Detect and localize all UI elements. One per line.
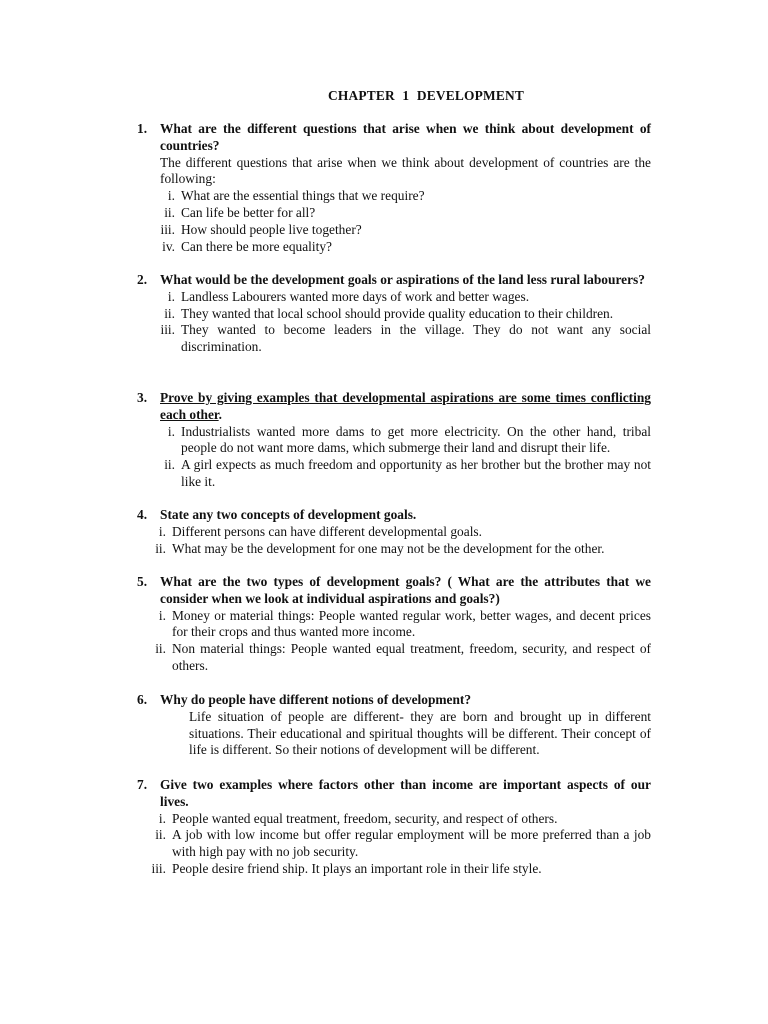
question-heading bbox=[137, 272, 651, 289]
list-item: iii. They wanted to become leaders in the village. They do not want any social discrimination. bbox=[160, 322, 651, 355]
question-number: 6. bbox=[137, 692, 148, 707]
question-number: 4. bbox=[137, 507, 148, 522]
question-5 bbox=[137, 574, 651, 675]
list-item: ii. Can life be better for all? bbox=[164, 204, 316, 220]
question-6 bbox=[137, 692, 651, 759]
list-item: iii. People desire friend ship. It plays an important role in their life style. bbox=[151, 860, 542, 876]
list-item: ii. Non material things: People wanted equal treatment, freedom, security, and respect of others. bbox=[155, 641, 651, 673]
list-item: ii. They wanted that local school should provide quality education to their children. bbox=[164, 305, 614, 321]
question-text: What are the different questions that arise when we think about development of countries? bbox=[160, 121, 651, 153]
question-text: Why do people have different notions of development? bbox=[160, 692, 472, 707]
question-heading: 3. Prove by giving examples that developmental aspirations are some times conflicting each other. bbox=[137, 390, 651, 422]
question-heading bbox=[137, 507, 651, 524]
question-1 bbox=[137, 121, 651, 255]
answer-intro: The different questions that arise when we think about development of countries are the following: bbox=[160, 154, 651, 187]
question-number: 1. bbox=[137, 121, 148, 136]
answer-list bbox=[137, 811, 651, 878]
list-item: ii. A job with low income but offer regular employment will be more preferred than a job with high pay with no job security. bbox=[155, 827, 651, 860]
question-7 bbox=[137, 777, 651, 878]
question-text: What would be the development goals or aspirations of the land less rural labourers? bbox=[160, 272, 645, 287]
answer-list bbox=[137, 424, 651, 491]
question-number: 7. bbox=[137, 777, 148, 792]
question-text: Prove by giving examples that developmental aspirations are some times conflicting each other bbox=[160, 390, 651, 422]
question-heading bbox=[137, 121, 651, 155]
answer-list bbox=[137, 524, 651, 558]
question-text: Give two examples where factors other than income are important aspects of our lives. bbox=[160, 777, 651, 809]
answer-paragraph: Life situation of people are different- they are born and brought up in different situations. Their educational and spiritual thoughts will be different. Their concept of life is different. So their notions of development will be different. bbox=[189, 708, 651, 758]
list-item: i. Money or material things: People wanted regular work, better wages, and decent prices for their crops and thus wanted more income. bbox=[158, 607, 651, 640]
question-number: 2. bbox=[137, 272, 148, 287]
question-text: State any two concepts of development goals. bbox=[160, 507, 417, 522]
question-2 bbox=[137, 272, 651, 356]
question-3 bbox=[137, 390, 651, 491]
answer-list bbox=[137, 289, 651, 356]
question-text: What are the two types of development goals? ( What are the attributes that we consider when we look at individual aspirations and goals?) bbox=[160, 574, 651, 606]
answer-list bbox=[137, 188, 651, 255]
list-item: ii. A girl expects as much freedom and opportunity as her brother but the brother may not like it. bbox=[164, 457, 651, 489]
answer-list bbox=[137, 608, 651, 675]
list-item: i. People wanted equal treatment, freedom, security, and respect of others. bbox=[158, 810, 558, 826]
question-heading bbox=[137, 692, 651, 709]
list-item: ii. What may be the development for one may not be the development for the other. bbox=[155, 540, 605, 556]
list-item: iii. How should people live together? bbox=[160, 221, 362, 237]
question-number: 3. bbox=[137, 390, 148, 405]
chapter-title: CHAPTER 1 DEVELOPMENT bbox=[328, 88, 524, 103]
list-item: i. Different persons can have different developmental goals. bbox=[158, 523, 482, 539]
question-heading bbox=[137, 777, 651, 811]
list-item: iv. Can there be more equality? bbox=[162, 238, 332, 254]
question-number: 5. bbox=[137, 574, 148, 589]
list-item: i. Industrialists wanted more dams to get more electricity. On the other hand, tribal people do not want more dams, which submerge their land and disrupt their life. bbox=[167, 423, 651, 456]
question-heading bbox=[137, 574, 651, 608]
question-4 bbox=[137, 507, 651, 557]
list-item: i. What are the essential things that we require? bbox=[167, 188, 425, 204]
list-item: i. Landless Labourers wanted more days of work and better wages. bbox=[167, 288, 530, 304]
